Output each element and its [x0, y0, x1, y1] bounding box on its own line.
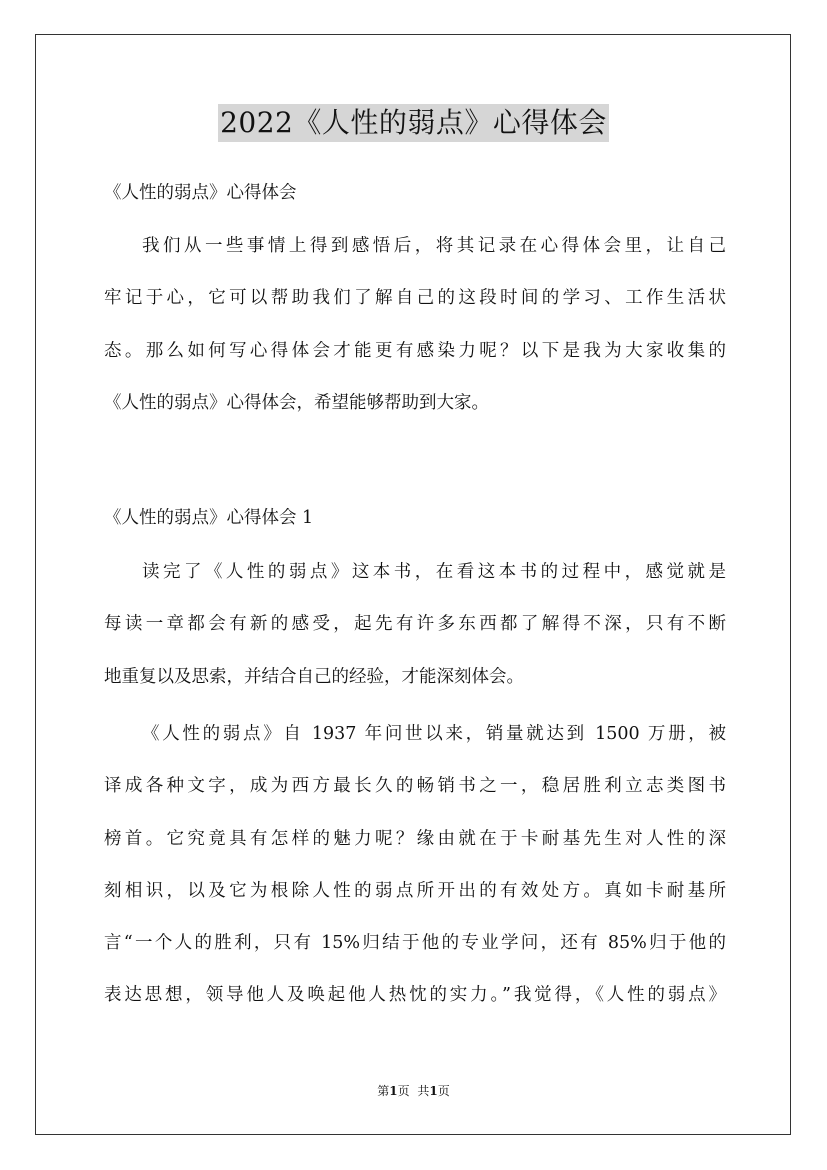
title-container	[0, 104, 827, 142]
paragraph-line: 言“一个人的胜利，只有 15%归结于他的专业学问，还有 85%归于他的	[104, 933, 726, 954]
footer-total-suffix: 页	[437, 1084, 450, 1098]
footer-total-prefix: 共	[417, 1084, 430, 1098]
paragraph-line: 译成各种文字，成为西方最长久的畅销书之一，稳居胜利立志类图书	[104, 776, 726, 797]
total-pages: 1	[429, 1084, 438, 1098]
body-paragraph-2	[104, 719, 726, 1033]
paragraph-line: 榜首。它究竟具有怎样的魅力呢？缘由就在于卡耐基先生对人性的深	[104, 828, 726, 849]
paragraph-line: 《人性的弱点》心得体会，希望能够帮助到大家。	[104, 392, 489, 413]
paragraph-line: 每读一章都会有新的感受，起先有许多东西都了解得不深，只有不断	[104, 614, 726, 635]
paragraph-line: 表达思想，领导他人及唤起他人热忱的实力。”我觉得，《人性的弱点》	[104, 985, 726, 1006]
page-number: 1	[389, 1084, 398, 1098]
footer-page-suffix: 页	[397, 1084, 410, 1098]
document-title: 2022《人性的弱点》心得体会	[218, 104, 609, 142]
paragraph-line: 牢记于心，它可以帮助我们了解自己的这段时间的学习、工作生活状	[104, 288, 726, 309]
paragraph-line: 读完了《人性的弱点》这本书，在看这本书的过程中，感觉就是	[142, 562, 726, 582]
paragraph-line: 态。那么如何写心得体会才能更有感染力呢？以下是我为大家收集的	[104, 340, 726, 361]
paragraph-line: 我们从一些事情上得到感悟后，将其记录在心得体会里，让自己	[142, 236, 726, 256]
document-subtitle: 《人性的弱点》心得体会	[104, 183, 297, 203]
body-paragraph-1	[104, 557, 726, 714]
paragraph-line: 地重复以及思索，并结合自己的经验，才能深刻体会。	[104, 666, 524, 687]
footer-prefix: 第	[377, 1084, 390, 1098]
paragraph-line: 刻相识，以及它为根除人性的弱点所开出的有效处方。真如卡耐基所	[104, 880, 726, 901]
paragraph-line: 《人性的弱点》自 1937 年问世以来，销量就达到 1500 万册，被	[142, 724, 726, 744]
intro-paragraph	[104, 231, 726, 440]
section-heading: 《人性的弱点》心得体会 1	[104, 508, 314, 528]
page-footer	[0, 1083, 827, 1099]
